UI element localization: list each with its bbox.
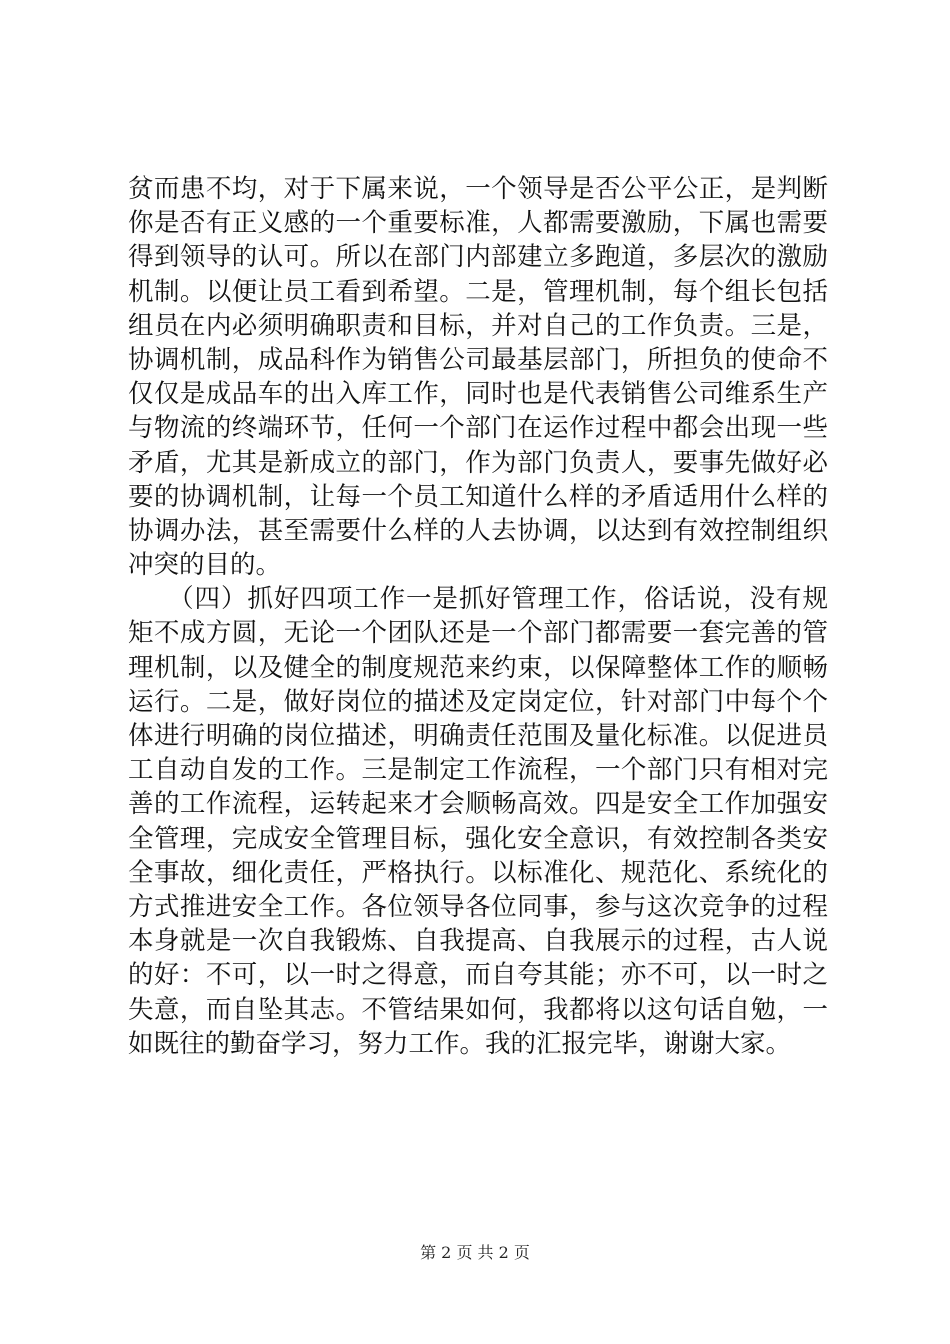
text-line: 如既往的勤奋学习，努力工作。我的汇报完毕，谢谢大家。 xyxy=(128,1028,792,1059)
text-line: 运行。二是，做好岗位的描述及定岗定位，针对部门中每个个 xyxy=(128,686,828,717)
text-line: 失意，而自坠其志。不管结果如何，我都将以这句话自勉，一 xyxy=(128,994,828,1025)
text-line: 机制。以便让员工看到希望。二是，管理机制，每个组长包括 xyxy=(128,276,828,307)
text-line: 本身就是一次自我锻炼、自我提高、自我展示的过程，古人说 xyxy=(128,926,828,957)
text-line: 全事故，细化责任，严格执行。以标准化、规范化、系统化的 xyxy=(128,857,828,888)
text-line: 的好：不可，以一时之得意，而自夸其能；亦不可，以一时之 xyxy=(128,960,828,991)
text-line: 体进行明确的岗位描述，明确责任范围及量化标准。以促进员 xyxy=(128,721,828,751)
text-line: 贫而患不均，对于下属来说，一个领导是否公平公正，是判断 xyxy=(128,174,828,204)
text-line: 要的协调机制，让每一个员工知道什么样的矛盾适用什么样的 xyxy=(128,481,828,512)
body-text xyxy=(128,172,828,1061)
page-footer: 第 2 页 共 2 页 xyxy=(420,1243,530,1262)
text-line: 你是否有正义感的一个重要标准，人都需要激励，下属也需要 xyxy=(128,208,828,239)
text-line: 协调办法，甚至需要什么样的人去协调，以达到有效控制组织 xyxy=(128,515,828,546)
text-line: 善的工作流程，运转起来才会顺畅高效。四是安全工作加强安 xyxy=(128,789,828,820)
text-line: 方式推进安全工作。各位领导各位同事，参与这次竞争的过程 xyxy=(128,891,828,922)
text-line: 仅仅是成品车的出入库工作，同时也是代表销售公司维系生产 xyxy=(128,379,828,410)
text-line: （四）抓好四项工作一是抓好管理工作，俗话说，没有规 xyxy=(128,584,828,615)
text-line: 组员在内必须明确职责和目标，并对自己的工作负责。三是， xyxy=(128,310,828,341)
text-line: 得到领导的认可。所以在部门内部建立多跑道，多层次的激励 xyxy=(128,242,828,273)
text-line: 理机制，以及健全的制度规范来约束，以保障整体工作的顺畅 xyxy=(128,652,828,683)
text-line: 冲突的目的。 xyxy=(128,550,282,581)
text-line: 矩不成方圆，无论一个团队还是一个部门都需要一套完善的管 xyxy=(128,618,828,649)
text-line: 协调机制，成品科作为销售公司最基层部门，所担负的使命不 xyxy=(128,344,828,375)
text-line: 全管理，完成安全管理目标，强化安全意识，有效控制各类安 xyxy=(128,823,828,854)
text-line: 矛盾，尤其是新成立的部门，作为部门负责人，要事先做好必 xyxy=(128,447,828,478)
text-line: 与物流的终端环节，任何一个部门在运作过程中都会出现一些 xyxy=(128,413,828,444)
text-line: 工自动自发的工作。三是制定工作流程，一个部门只有相对完 xyxy=(128,755,828,786)
